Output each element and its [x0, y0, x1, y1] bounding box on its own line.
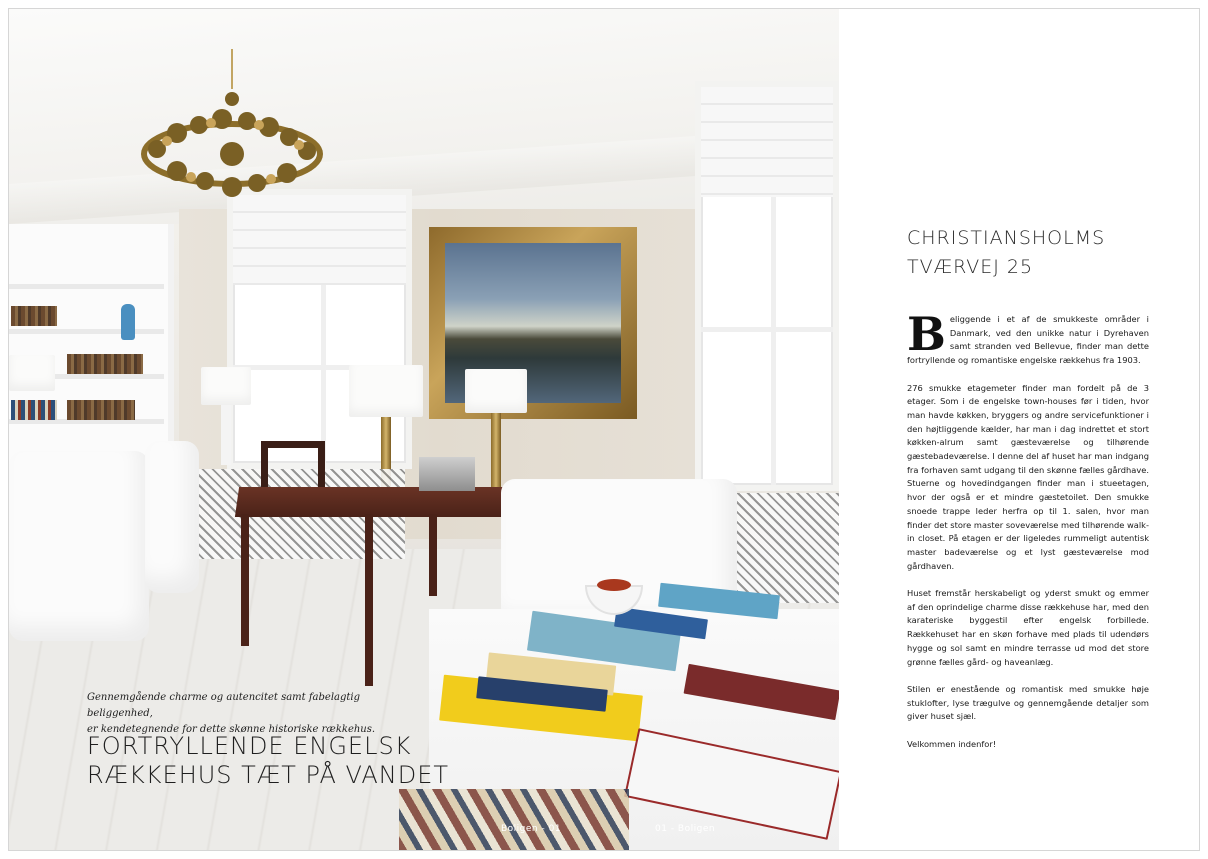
book-row	[67, 354, 143, 374]
book-row	[67, 400, 135, 420]
headline-line: FORTRYLLENDE ENGELSK	[87, 732, 412, 760]
brass-lamp-base	[491, 413, 501, 489]
desk-leg	[429, 514, 437, 596]
window-right	[695, 81, 839, 491]
window-mullion	[771, 197, 776, 485]
lamp-shade	[9, 355, 55, 391]
roman-blind	[701, 87, 833, 197]
window-mullion	[321, 285, 326, 463]
paragraph: Huset fremstår herskabeligt og yderst smukt og emmer af den oprindelige charme disse rækkehuse har, med den karateriske byggestil efter engelsk forbillede. Rækkehuset har en skøn forhave med plads til udendørs hygge og sol samt en mindre terrasse ud mod det store grønne fælles gård- og haveanlæg.	[907, 588, 1149, 667]
lamp-base	[221, 405, 231, 465]
paragraph: 276 smukke etagemeter finder man fordelt på de 3 etager. Som i de engelske town-houses før i tiden, hvor man havde køkken, bryggers og andre servicefunktioner i den højtliggende kælder, har man i dag indrettet et stort køkken-alrum samt gæsteværelse og tilhørende gæstebadeværelse. I denne del af huset har man indgang fra forhaven samt udgang til den skønne fælles gårdhave. Stuerne og hovedindgangen finder man i stueetagen, hvor der også er et mindre gæstetoilet. Den smukke snoede trappe leder herfra op til 1. salen, hvor man finder det store master soveværelse med tilhørende walk-in closet. På etagen er der ligeledes rummeligt autentisk master badeværelse og et lyst gæsteværelse mod gårdhaven.	[907, 382, 1149, 571]
desk-leg	[241, 514, 249, 646]
fruit	[597, 579, 631, 591]
chandelier	[137, 49, 327, 209]
white-armchair	[145, 441, 199, 593]
book-row	[11, 400, 57, 420]
writing-desk	[235, 487, 521, 517]
paragraph	[907, 307, 1149, 368]
bookshelf	[9, 224, 174, 474]
paragraph: Velkommen indenfor!	[907, 738, 997, 749]
left-folio: Boligen - 01	[501, 824, 562, 834]
caption-line: er kendetegnende for dette skønne historiske rækkehus.	[87, 724, 376, 735]
magazine-spread	[8, 8, 1200, 851]
paragraph: Stilen er enestående og romantisk med smukke høje stuklofter, lyse trægulve og gennemgående detaljer som giver huset sjæl.	[907, 683, 1149, 722]
article-body	[907, 307, 1149, 765]
book-row	[11, 306, 57, 326]
lamp-shade	[465, 369, 527, 413]
white-armchair	[9, 451, 149, 641]
window-transom	[701, 327, 833, 332]
kilim-rug	[399, 789, 629, 851]
desk-leg	[365, 514, 373, 686]
blue-vase	[121, 304, 135, 340]
drop-cap: B	[907, 307, 946, 361]
title-line: CHRISTIANSHOLMS	[907, 227, 1106, 249]
gilded-painting	[429, 227, 637, 419]
caption-line: Gennemgående charme og autencitet samt fabelagtig beliggenhed,	[87, 692, 361, 719]
photo-caption	[87, 690, 427, 738]
page-headline	[87, 732, 507, 790]
living-room-photo	[9, 9, 839, 851]
shelf-board	[9, 329, 164, 334]
paragraph-text: eliggende i et af de smukkeste områder i Danmark, ved den unikke natur i Dyrehaven samt stranden ved Bellevue, finder man dette fortryllende og romantiske engelske rækkehus fra 1903.	[907, 314, 1149, 366]
headline-line: RÆKKEHUS TÆT PÅ VANDET	[87, 761, 450, 789]
text-page	[839, 9, 1200, 851]
shelf-board	[9, 284, 164, 289]
title-line: TVÆRVEJ 25	[907, 256, 1034, 278]
silver-box	[419, 457, 475, 491]
right-folio: 01 - Boligen	[655, 824, 716, 834]
lamp-shade	[201, 367, 251, 405]
property-title	[907, 224, 1187, 282]
lamp-shade	[349, 365, 423, 417]
